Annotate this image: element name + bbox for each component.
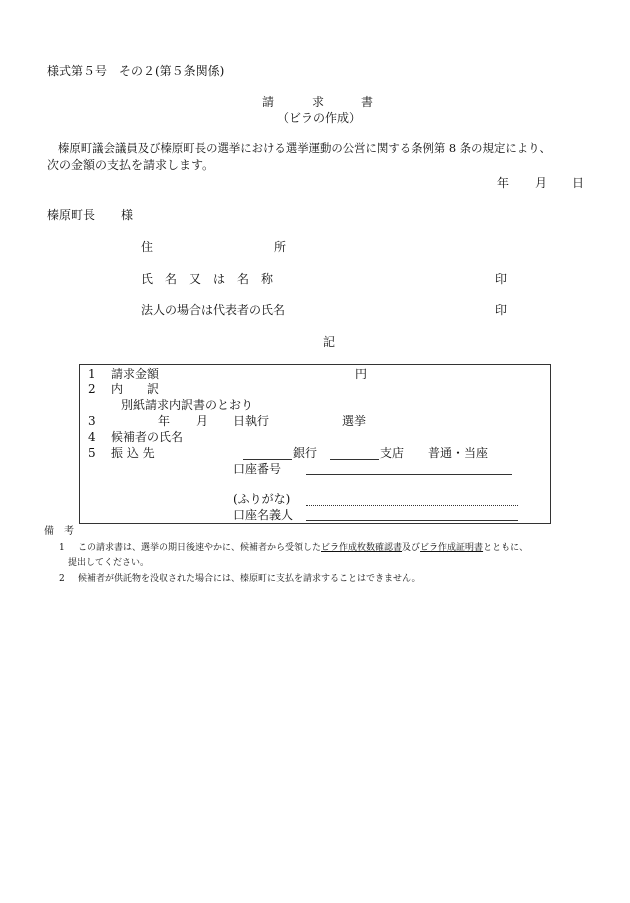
account-holder-label: 口座名義人 (233, 508, 294, 522)
addressee-honorific: 様 (121, 208, 134, 222)
item-1-number: 1 (88, 367, 96, 381)
item-3-month: 月 (196, 414, 209, 428)
rep-label: 法人の場合は代表者の氏名 (141, 303, 286, 317)
date-month: 月 (535, 176, 548, 190)
title-char-2: 求 (312, 95, 325, 109)
item-2-number: 2 (88, 382, 96, 396)
item-3-year: 年 (158, 414, 171, 428)
account-holder-line (306, 520, 518, 521)
item-4-number: 4 (88, 430, 96, 444)
notes-heading: 備 考 (44, 526, 74, 537)
item-1-unit: 円 (355, 367, 368, 381)
title-char-3: 書 (361, 95, 374, 109)
item-3-election: 選挙 (342, 414, 367, 428)
title-char-1: 請 (262, 95, 275, 109)
body-line-1: 榛原町議会議員及び榛原町長の選挙における選挙運動の公営に関する条例第 8 条の規定により、 (58, 141, 551, 155)
bank-blank-line (243, 459, 292, 460)
branch-label: 支店 (380, 446, 405, 460)
note-1-number: 1 (59, 543, 65, 553)
branch-blank-line (330, 459, 379, 460)
account-number-line (306, 474, 512, 475)
note-1-part-c: とともに、 (483, 543, 529, 553)
address-label-a: 住 (141, 240, 154, 254)
bank-label: 銀行 (293, 446, 318, 460)
name-seal: 印 (495, 272, 508, 286)
item-3-number: 3 (88, 414, 96, 428)
body-line-2: 次の金額の支払を請求します。 (47, 158, 215, 172)
note-1-line-2: 提出してください。 (68, 558, 150, 568)
note-1-part-a: この請求書は、選挙の期日後速やかに、候補者から受領した (78, 543, 322, 553)
account-type: 普通・当座 (428, 446, 489, 460)
name-label: 氏 名 又 は 名 称 (141, 272, 274, 286)
date-year: 年 (497, 176, 510, 190)
note-1-doc-1: ビラ作成枚数確認書 (321, 543, 403, 553)
note-1-text (78, 543, 528, 554)
furigana-label: (ふりがな) (233, 492, 291, 506)
note-2-number: 2 (59, 574, 65, 584)
item-2-label: 内 訳 (111, 382, 160, 396)
date-day: 日 (572, 176, 585, 190)
furigana-dotted-line (306, 505, 518, 506)
note-2-text: 候補者が供託物を没収された場合には、榛原町に支払を請求することはできません。 (78, 574, 421, 584)
item-5-number: 5 (88, 446, 96, 460)
note-1-part-b: 及び (402, 543, 421, 553)
address-label-b: 所 (274, 240, 287, 254)
form-number: 様式第５号 その２(第５条関係) (47, 64, 225, 78)
item-4-label: 候補者の氏名 (111, 430, 184, 444)
subtitle: （ビラの作成） (277, 111, 362, 125)
item-1-label: 請求金額 (111, 367, 160, 381)
item-5-label: 振 込 先 (111, 446, 155, 460)
rep-seal: 印 (495, 303, 508, 317)
note-1-doc-2: ビラ作成証明書 (420, 543, 484, 553)
item-2-detail: 別紙請求内訳書のとおり (121, 398, 254, 412)
ki-heading: 記 (323, 335, 336, 349)
addressee-name: 榛原町長 (47, 208, 96, 222)
item-3-day: 日執行 (233, 414, 270, 428)
account-number-label: 口座番号 (233, 462, 282, 476)
